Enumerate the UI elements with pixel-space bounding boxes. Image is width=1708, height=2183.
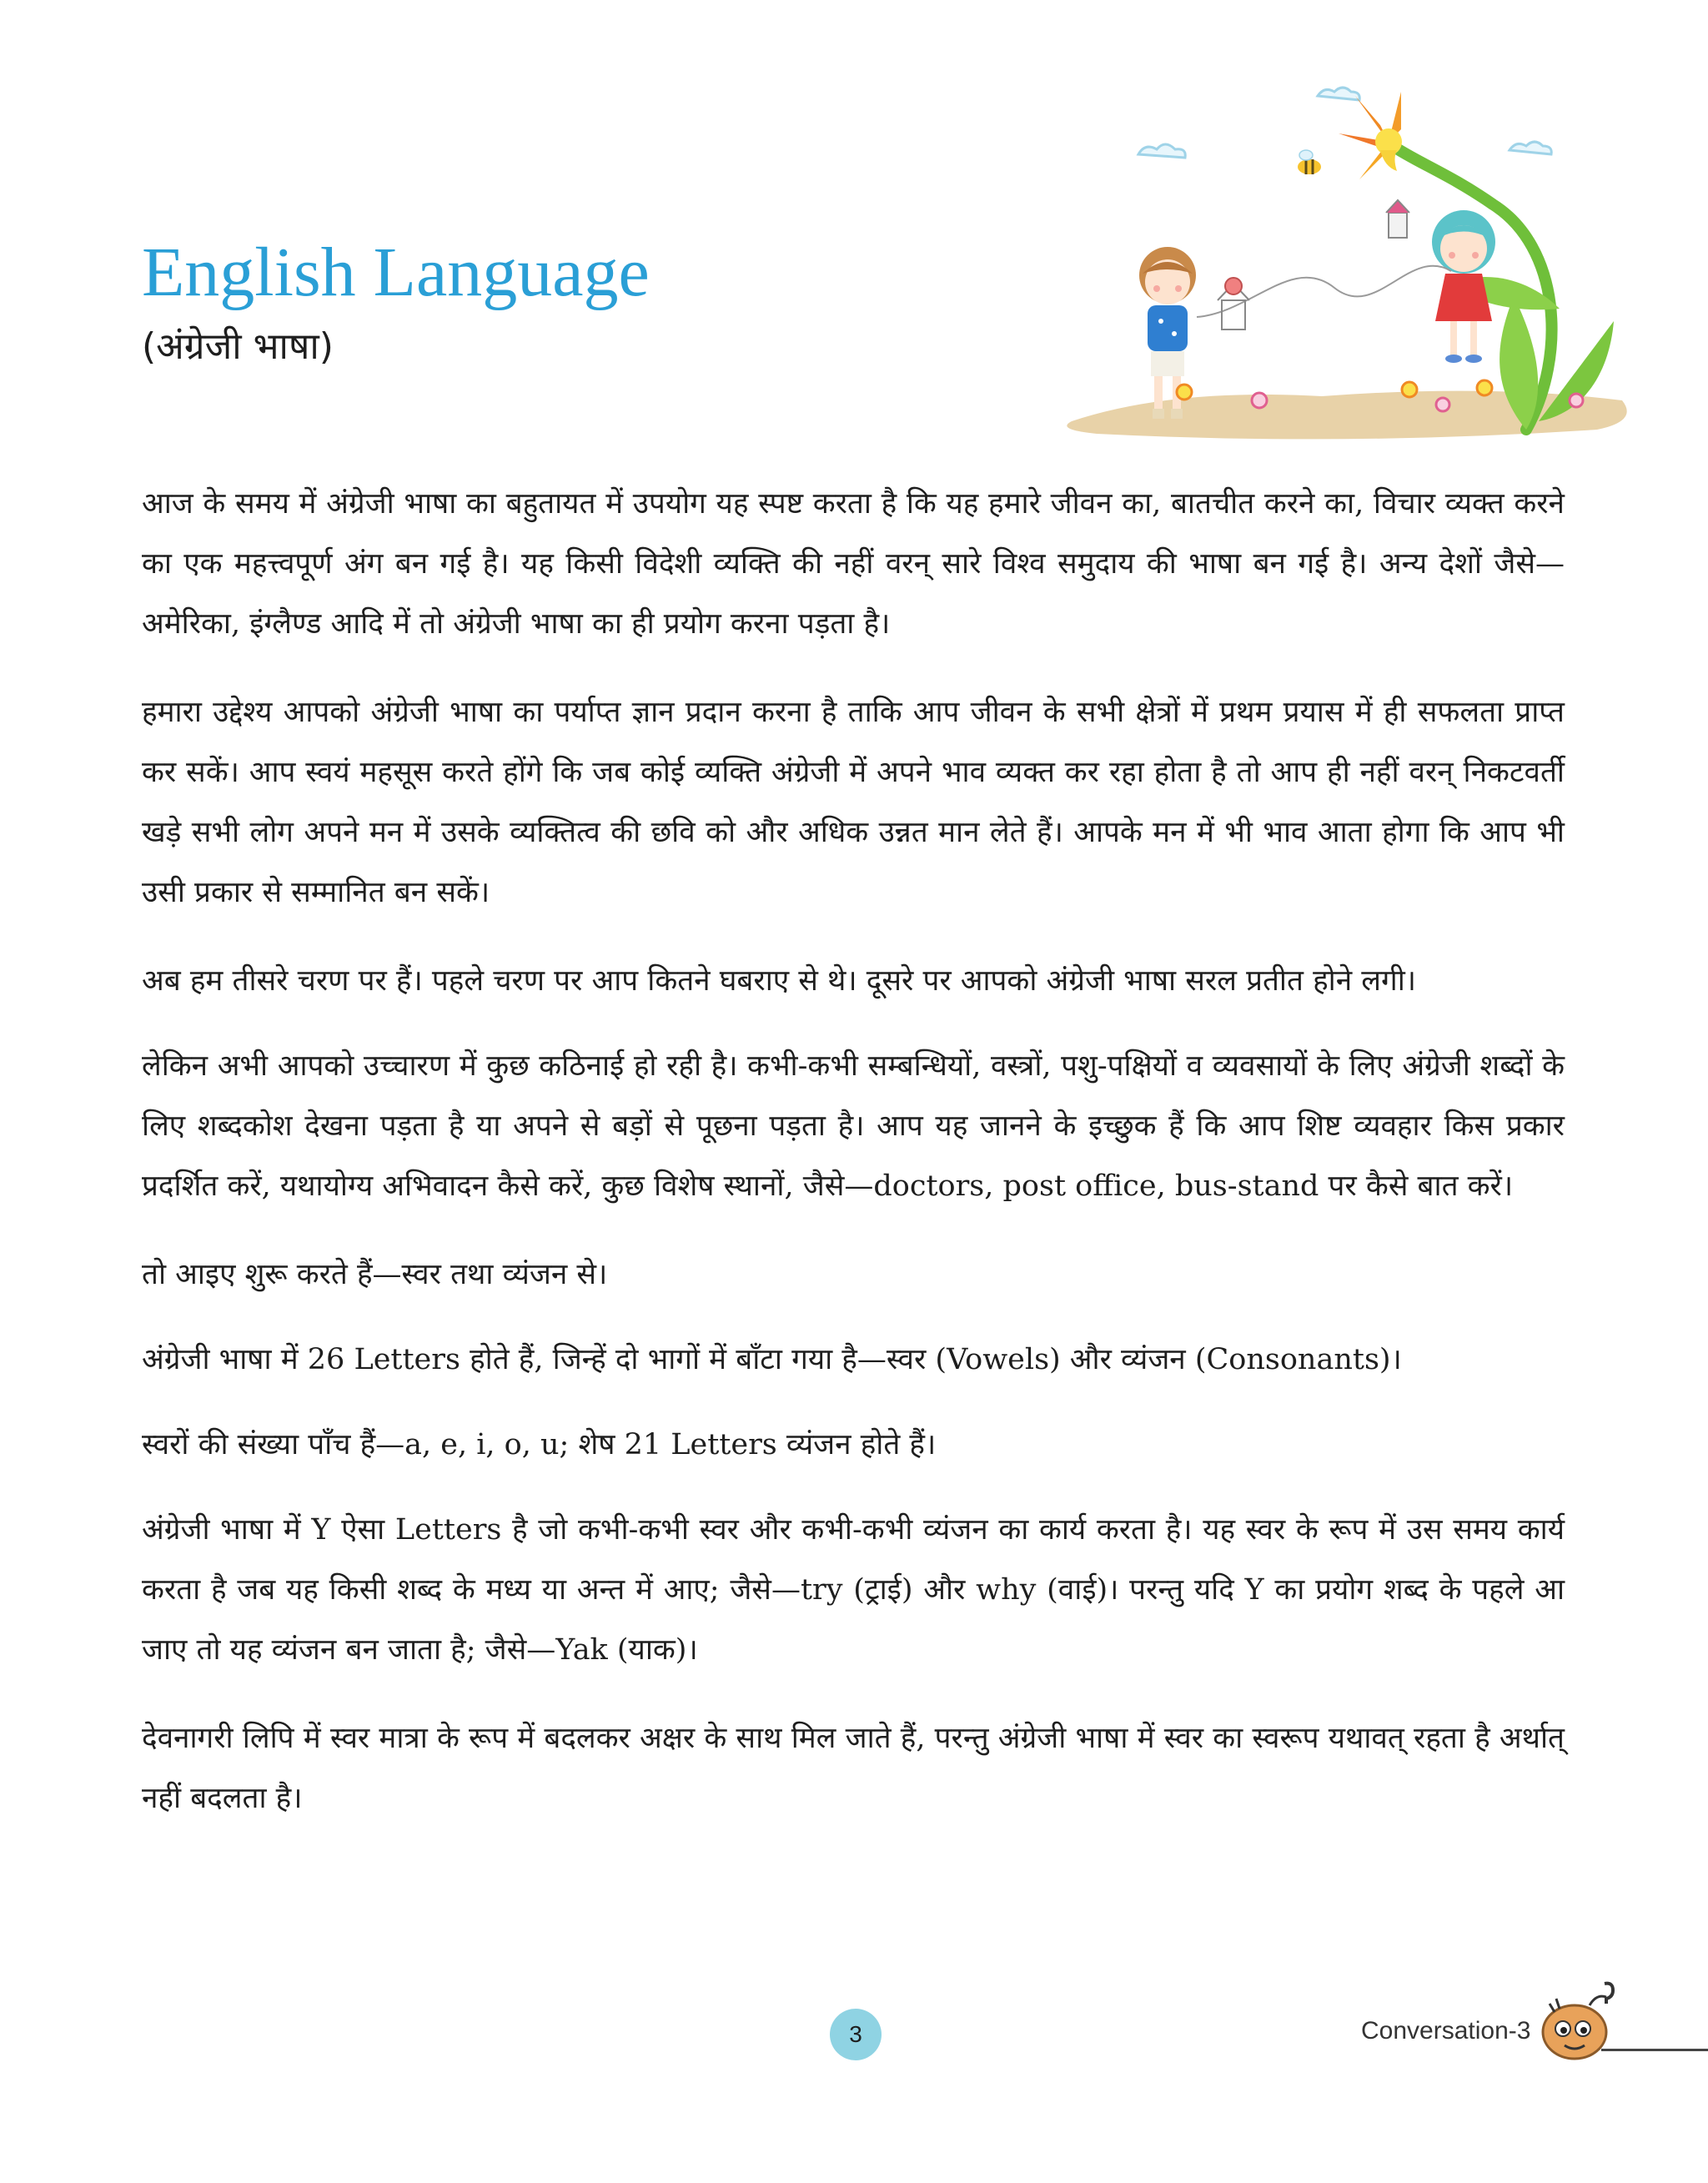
paragraph: अब हम तीसरे चरण पर हैं। पहले चरण पर आप कितने घबराए से थे। दूसरे पर आपको अंग्रेजी भाषा सरल प्रतीत होने लगी। <box>142 964 1417 998</box>
doodle-house-icon <box>1218 200 1409 329</box>
paragraph: तो आइए शुरू करते हैं—स्वर तथा व्यंजन से। <box>142 1258 608 1291</box>
paragraph: स्वरों की संख्या पाँच हैं—a, e, i, o, u; शेष 21 Letters व्यंजन होते हैं। <box>142 1428 937 1461</box>
body-text <box>142 474 1565 1857</box>
children-garden-illustration <box>1059 79 1643 455</box>
cloud-icon <box>1138 88 1551 158</box>
footer-rule <box>1601 2049 1708 2051</box>
paragraph: आज के समय में अंग्रेजी भाषा का बहुतायत में उपयोग यह स्पष्ट करता है कि यह हमारे जीवन का, बातचीत करने का, विचार व्यक्त करने का एक महत्त्वपूर्ण अंग बन गई है। यह किसी विदेशी व्यक्ति की नहीं वरन् सारे विश्व समुदाय की भाषा बन गई है। अन्य देशों जैसे—अमेरिका, इंग्लैण्ड आदि में तो अंग्रेजी भाषा का ही प्रयोग करना पड़ता है। <box>142 487 1565 641</box>
bee-icon <box>1298 150 1321 174</box>
mascot-icon <box>1531 1975 1625 2067</box>
paragraph: हमारा उद्देश्य आपको अंग्रेजी भाषा का पर्याप्त ज्ञान प्रदान करना है ताकि आप जीवन के सभी क्षेत्रों में प्रथम प्रयास में ही सफलता प्राप्त कर सकें। आप स्वयं महसूस करते होंगे कि जब कोई व्यक्ति अंग्रेजी में अपने भाव व्यक्त कर रहा होता है तो आप ही नहीं वरन् निकटवर्ती खड़े सभी लोग अपने मन में उसके व्यक्तित्व की छवि को और अधिक उन्नत मान लेते हैं। आपके मन में भी भाव आता होगा कि आप भी उसी प्रकार से सम्मानित बन सकें। <box>142 696 1565 909</box>
page-title: English Language <box>142 234 650 311</box>
paragraph: अंग्रेजी भाषा में 26 Letters होते हैं, जिन्हें दो भागों में बाँटा गया है—स्वर (Vowels) और व्यंजन (Consonants)। <box>142 1343 1402 1376</box>
paragraph: लेकिन अभी आपको उच्चारण में कुछ कठिनाई हो रही है। कभी-कभी सम्बन्धियों, वस्त्रों, पशु-पक्षियों व व्यवसायों के लिए अंग्रेजी शब्दों के लिए शब्दकोश देखना पड़ता है या अपने से बड़ों से पूछना पड़ता है। आप यह जानने के इच्छुक हैं कि आप शिष्ट व्यवहार किस प्रकार प्रदर्शित करें, यथायोग्य अभिवादन कैसे करें, कुछ विशेष स्थानों, जैसे—doctors, post office, bus-stand पर कैसे बात करें। <box>142 1049 1565 1203</box>
page-subtitle: (अंग्रेजी भाषा) <box>142 325 334 368</box>
paragraph: देवनागरी लिपि में स्वर मात्रा के रूप में बदलकर अक्षर के साथ मिल जाते हैं, परन्तु अंग्रेजी भाषा में स्वर का स्वरूप यथावत् रहता है अर्थात् नहीं बदलता है। <box>142 1722 1565 1815</box>
paragraph: अंग्रेजी भाषा में Y ऐसा Letters है जो कभी-कभी स्वर और कभी-कभी व्यंजन का कार्य करता है। यह स्वर के रूप में उस समय कार्य करता है जब यह किसी शब्द के मध्य या अन्त में आए; जैसे—try (ट्राई) और why (वाई)। परन्तु यदि Y का प्रयोग शब्द के पहले आ जाए तो यह व्यंजन बन जाता है; जैसे—Yak (याक)। <box>142 1513 1565 1667</box>
page-number-badge: 3 <box>830 2009 882 2060</box>
series-label: Conversation-3 <box>1361 2017 1531 2045</box>
flower-icon <box>1339 92 1422 179</box>
